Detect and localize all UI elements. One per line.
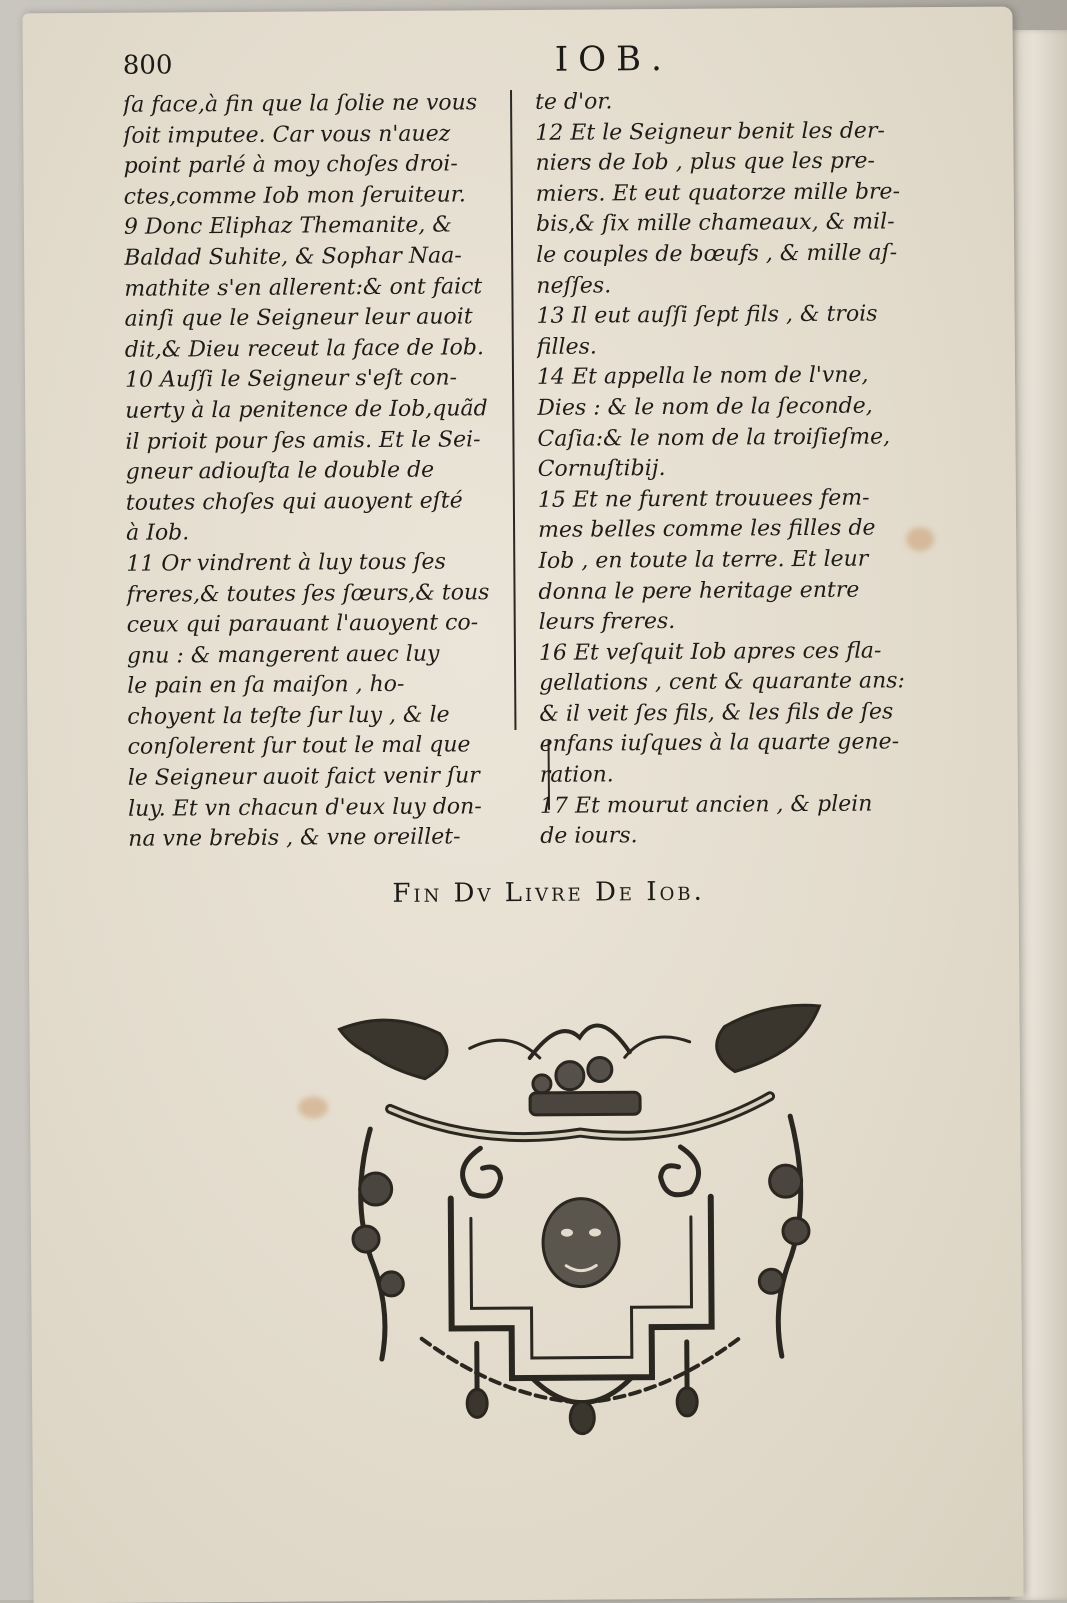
text-line: mathite s'en allerent:& ont faict: [124, 273, 483, 302]
text-line: Caſia:& le nom de la troiſieſme,: [537, 423, 891, 452]
text-line: 14 Et appella le nom de l'vne,: [536, 362, 869, 391]
text-line: 12 Et le Seigneur benit les der-: [535, 118, 885, 146]
text-line: mes belles comme les filles de: [537, 515, 876, 544]
running-head: IOB.: [554, 38, 673, 80]
text-line: toutes choſes qui auoyent eſté: [125, 488, 463, 516]
woodcut-tailpiece-ornament-icon: [329, 996, 832, 1439]
text-line: gellations , cent & quarante ans:: [539, 668, 906, 697]
text-line: uerty à la penitence de Iob,quãd: [125, 396, 488, 424]
text-line: & il veit ſes fils, & les fils de ſes: [539, 699, 894, 727]
page-header: [123, 37, 943, 93]
text-line: ctes,comme Iob mon ſeruiteur.: [123, 182, 466, 210]
text-line: 15 Et ne furent trouuees fem-: [537, 485, 870, 513]
text-line: miers. Et eut quatorze mille bre-: [535, 179, 901, 207]
text-line: il prioit pour ſes amis. Et le Sei-: [125, 426, 481, 455]
text-line: Baldad Suhite, & Sophar Naa-: [124, 243, 462, 271]
text-line: ration.: [539, 762, 614, 788]
text-line: à Iob.: [126, 520, 190, 547]
finis-line: Fin Dv Livre De Iob.: [392, 876, 705, 909]
text-line: choyent la teſte ſur luy , & le: [127, 702, 450, 730]
text-line: conſolerent ſur tout le mal que: [127, 732, 471, 761]
text-line: de iours.: [540, 823, 638, 850]
text-line: gnu : & mangerent auec luy: [126, 641, 440, 669]
text-line: na vne brebis , & vne oreillet-: [128, 824, 461, 853]
text-line: enfans iuſques à la quarte gene-: [539, 729, 900, 758]
page-number: 800: [122, 50, 173, 81]
text-line: gneur adiouſta le double de: [125, 457, 435, 485]
text-line: bis,& ſix mille chameaux, & mil-: [535, 209, 895, 238]
text-line: ainſi que le Seigneur leur auoit: [124, 304, 473, 332]
text-line: 10 Auſſi le Seigneur s'eſt con-: [124, 365, 458, 394]
left-column: [123, 88, 508, 855]
text-line: 9 Donc Eliphaz Themanite, &: [123, 212, 452, 241]
text-line: luy. Et vn chacun d'eux luy don-: [127, 793, 482, 822]
right-column: [535, 85, 935, 853]
book-page: [22, 7, 1023, 1603]
text-line: point parlé à moy choſes droi-: [123, 151, 458, 179]
text-line: freres,& toutes ſes ſœurs,& tous: [126, 579, 490, 608]
text-line: 13 Il eut auſſi ſept fils , & trois: [536, 301, 878, 330]
text-line: le couples de bœufs , & mille aſ-: [536, 240, 898, 268]
text-line: leurs freres.: [538, 609, 676, 635]
text-line: ſoit imputee. Car vous n'auez: [123, 121, 451, 149]
text-line: le pain en ſa maiſon , ho-: [127, 672, 405, 700]
text-line: ſa face,à fin que la ſolie ne vous: [123, 90, 478, 118]
text-line: Cornuſtibij.: [537, 456, 666, 483]
text-line: Dies : & le nom de la ſeconde,: [537, 393, 873, 421]
text-line: filles.: [536, 334, 597, 360]
text-line: ceux qui parauant l'auoyent co-: [126, 610, 479, 638]
column-rule: [510, 90, 516, 730]
text-line: te d'or.: [535, 89, 613, 115]
text-line: dit,& Dieu receut la face de Iob.: [124, 335, 485, 363]
text-line: 16 Et veſquit Iob apres ces fla-: [538, 638, 882, 666]
text-line: 17 Et mourut ancien , & plein: [539, 791, 873, 819]
text-line: le Seigneur auoit faict venir ſur: [127, 763, 480, 791]
text-line: neſſes.: [536, 272, 612, 299]
foxing-stain: [298, 1096, 328, 1118]
text-line: donna le pere heritage entre: [538, 577, 860, 605]
text-line: Iob , en toute la terre. Et leur: [538, 546, 869, 574]
text-line: niers de Iob , plus que les pre-: [535, 148, 875, 177]
text-line: 11 Or vindrent à luy tous ſes: [126, 549, 446, 577]
